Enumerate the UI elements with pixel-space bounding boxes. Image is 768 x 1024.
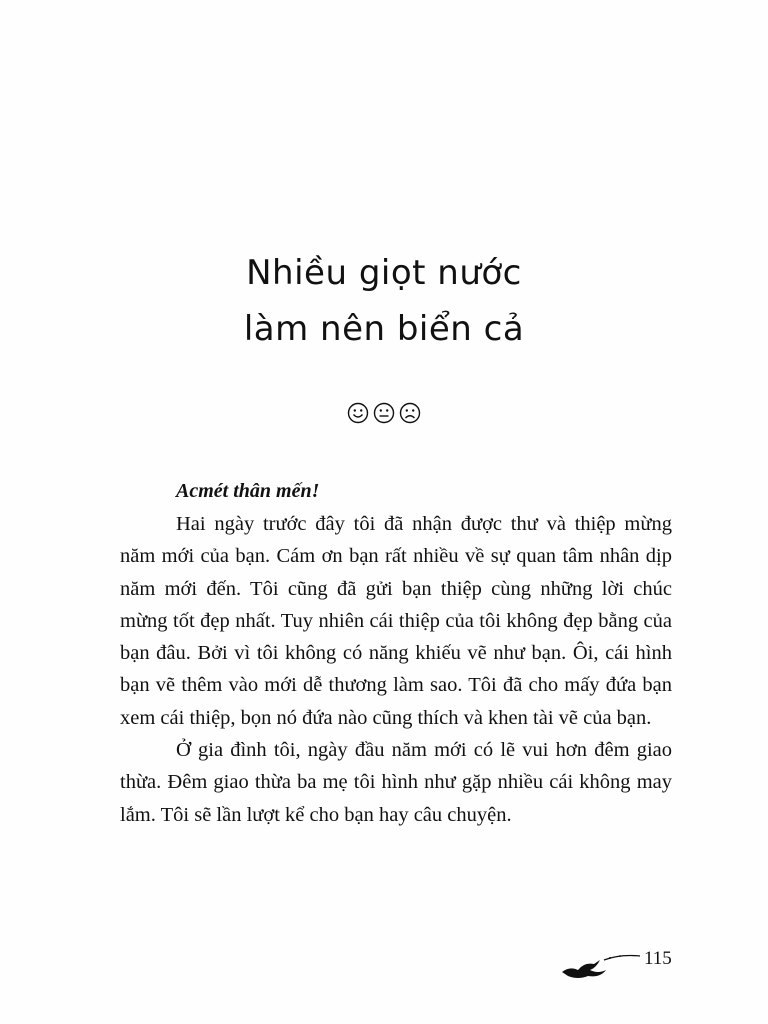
bird-ornament-icon xyxy=(560,948,644,982)
page-footer xyxy=(560,944,680,984)
neutral-face-icon xyxy=(373,402,395,424)
emoticon-row xyxy=(0,402,768,424)
smiley-face-icon xyxy=(347,402,369,424)
chapter-title-line-2: làm nên biển cả xyxy=(243,309,525,349)
paragraph: Hai ngày trước đây tôi đã nhận được thư và thiệp mừng năm mới của bạn. Cám ơn bạn rất nhiều về sự quan tâm nhân dịp năm mới đến. Tôi cũng đã gửi bạn thiệp cùng những lời chúc mừng tốt đẹp nhất. Tuy nhiên cái thiệp của tôi không đẹp bằng của bạn đâu. Bởi vì tôi không có năng khiếu vẽ như bạn. Ôi, cái hình bạn vẽ thêm vào mới dễ thương làm sao. Tôi đã cho mấy đứa bạn xem cái thiệp, bọn nó đứa nào cũng thích và khen tài vẽ của bạn. xyxy=(120,513,672,729)
letter-body xyxy=(120,508,672,831)
chapter-title-line-1: Nhiều giọt nước xyxy=(246,253,522,293)
paragraph: Ở gia đình tôi, ngày đầu năm mới có lẽ vui hơn đêm giao thừa. Đêm giao thừa ba mẹ tôi hình như gặp nhiều cái không may lắm. Tôi sẽ lần lượt kể cho bạn hay câu chuyện. xyxy=(120,739,672,826)
page-number: 115 xyxy=(644,948,672,969)
letter-greeting: Acmét thân mến! xyxy=(176,480,320,502)
sad-face-icon xyxy=(399,402,421,424)
